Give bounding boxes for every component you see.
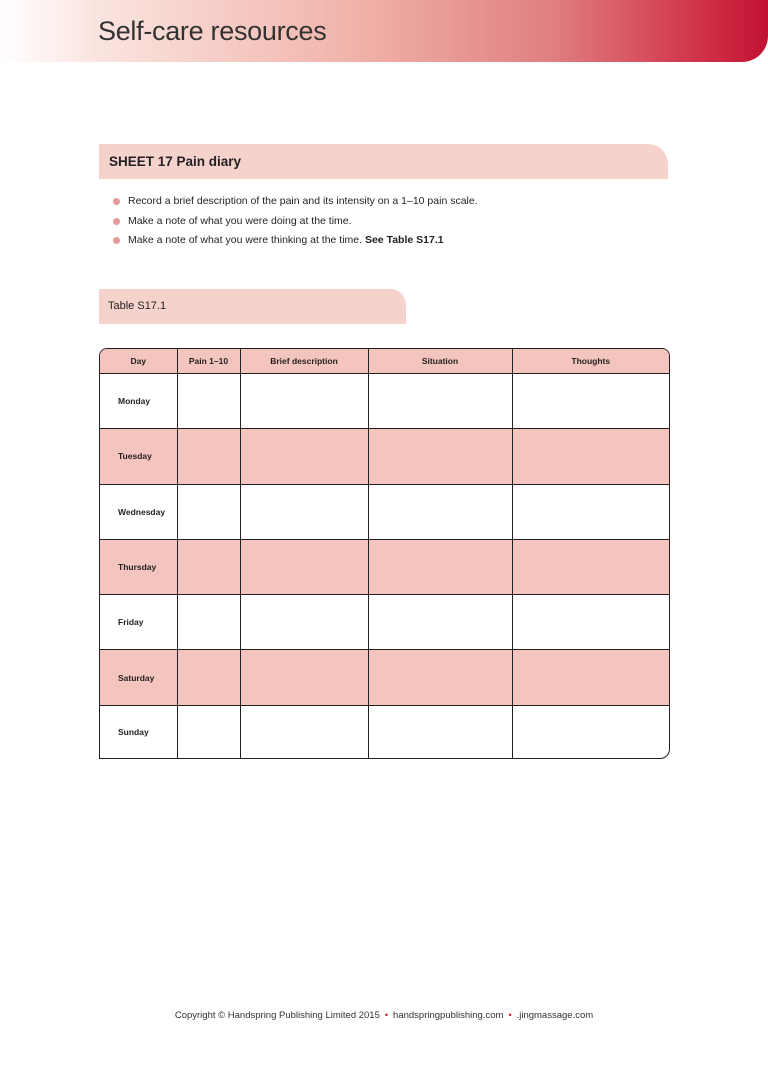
separator-dot-icon: • xyxy=(508,1010,512,1020)
column-header-description: Brief description xyxy=(240,349,368,374)
description-cell[interactable] xyxy=(240,484,368,539)
massage-link[interactable]: .jingmassage.com xyxy=(516,1010,594,1021)
sheet-title: SHEET 17 Pain diary xyxy=(109,154,242,169)
description-cell[interactable] xyxy=(240,374,368,429)
situation-cell[interactable] xyxy=(368,484,512,539)
description-cell[interactable] xyxy=(240,595,368,650)
day-label: Tuesday xyxy=(100,429,177,484)
description-cell[interactable] xyxy=(240,539,368,594)
instruction-text: Make a note of what you were doing at the time. xyxy=(128,214,352,227)
pain-cell[interactable] xyxy=(177,374,240,429)
thoughts-cell[interactable] xyxy=(512,429,669,484)
instruction-item xyxy=(113,212,673,232)
day-label: Friday xyxy=(100,595,177,650)
bullet-dot-icon xyxy=(113,198,120,205)
footer xyxy=(0,1010,768,1021)
copyright-text: Copyright © Handspring Publishing Limited 2015 xyxy=(174,1010,380,1021)
situation-cell[interactable] xyxy=(368,429,512,484)
situation-cell[interactable] xyxy=(368,539,512,594)
thoughts-cell[interactable] xyxy=(512,705,669,758)
instruction-item xyxy=(113,231,673,251)
table-row xyxy=(100,705,669,758)
table-row xyxy=(100,539,669,594)
thoughts-cell[interactable] xyxy=(512,595,669,650)
thoughts-cell[interactable] xyxy=(512,539,669,594)
situation-cell[interactable] xyxy=(368,705,512,758)
pain-cell[interactable] xyxy=(177,595,240,650)
bullet-dot-icon xyxy=(113,237,120,244)
day-label: Monday xyxy=(100,374,177,429)
pain-cell[interactable] xyxy=(177,539,240,594)
situation-cell[interactable] xyxy=(368,374,512,429)
day-label: Saturday xyxy=(100,650,177,705)
table-row xyxy=(100,650,669,705)
column-header-thoughts: Thoughts xyxy=(512,349,669,374)
thoughts-cell[interactable] xyxy=(512,650,669,705)
description-cell[interactable] xyxy=(240,429,368,484)
day-label: Thursday xyxy=(100,539,177,594)
table-row xyxy=(100,374,669,429)
pain-cell[interactable] xyxy=(177,484,240,539)
table-row xyxy=(100,595,669,650)
sheet-title-bar xyxy=(99,144,668,179)
table-row xyxy=(100,429,669,484)
column-header-situation: Situation xyxy=(368,349,512,374)
situation-cell[interactable] xyxy=(368,650,512,705)
thoughts-cell[interactable] xyxy=(512,374,669,429)
table-reference: See Table S17.1 xyxy=(364,234,444,246)
publisher-link[interactable]: handspringpublishing.com xyxy=(393,1010,504,1021)
instruction-text: Make a note of what you were thinking at the time. xyxy=(128,234,365,246)
thoughts-cell[interactable] xyxy=(512,484,669,539)
situation-cell[interactable] xyxy=(368,595,512,650)
bullet-dot-icon xyxy=(113,218,120,225)
description-cell[interactable] xyxy=(240,650,368,705)
pain-diary-table xyxy=(99,348,670,759)
pain-cell[interactable] xyxy=(177,650,240,705)
instruction-text: Record a brief description of the pain and its intensity on a 1–10 pain scale. xyxy=(128,195,478,207)
table-header-row xyxy=(100,349,669,374)
page-title: Self-care resources xyxy=(98,16,327,46)
description-cell[interactable] xyxy=(240,705,368,758)
pain-cell[interactable] xyxy=(177,705,240,758)
instruction-item xyxy=(113,192,673,212)
pain-cell[interactable] xyxy=(177,429,240,484)
day-label: Sunday xyxy=(100,705,177,758)
table-row xyxy=(100,484,669,539)
separator-dot-icon: • xyxy=(384,1010,389,1020)
table-label: Table S17.1 xyxy=(108,300,167,312)
table-label-bar xyxy=(99,289,406,324)
instruction-list xyxy=(113,192,673,251)
column-header-pain: Pain 1–10 xyxy=(177,349,240,374)
day-label: Wednesday xyxy=(100,484,177,539)
column-header-day: Day xyxy=(100,349,177,374)
